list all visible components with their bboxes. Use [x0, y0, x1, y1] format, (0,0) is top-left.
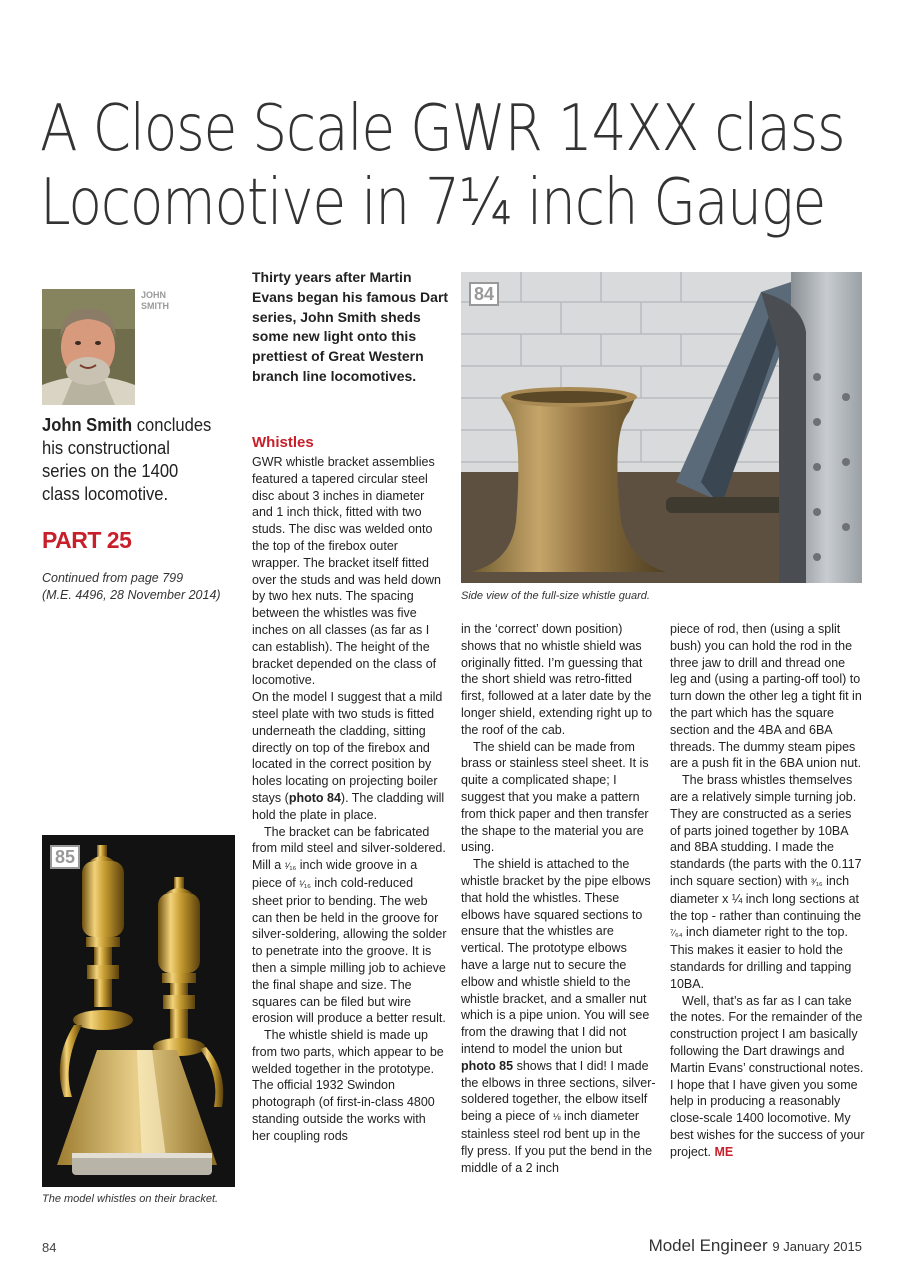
intro-author-name: John Smith [42, 415, 133, 435]
author-photo [42, 289, 135, 405]
paragraph: On the model I suggest that a mild steel plate with two studs is fitted underneath the cladding, sitting directly on top of the firebox and located in the correct position by holes locating on projecting boiler stays (photo 84). The cladding will hold the plate in place. [252, 690, 445, 822]
paragraph: The shield is attached to the whistle bracket by the pipe elbows that hold the whistles. These elbows have squared sections to ensure that the whistles are vertical. The prototype elbows have a large nut to secure the elbow and whistle shield to the whistle bracket, and a smaller nut which is a pipe union. You will see from the drawing that I did not intend to model the union but photo 85 shows that I did! I made the elbows in three sections, silver-soldered together, the elbow itself being a piece of ⅛ inch diameter stainless steel rod bent up in the fly press. If you put the bend in the middle of a 2 inch [461, 857, 656, 1175]
paragraph: The brass whistles themselves are a relatively simple turning job. They are constructed as a series of parts joined together by 10BA and 8BA studding. I made the standards (the parts with the 0.117 inch square section) with ³⁄₁₆ inch diameter x ¼ inch long sections at the top - rather than continuing the ⁷⁄₆₄ inch diameter right to the top. This makes it easier to hold the standards for drilling and tapping 10BA. [670, 773, 862, 991]
photo-84-caption: Side view of the full-size whistle guard. [461, 590, 650, 602]
author-tag: JOHN SMITH [141, 290, 169, 311]
paragraph: in the ‘correct’ down position) shows that no whistle shield was originally fitted. I’m guessing that the short shield was retro-fitted first, followed at a later date by the longer shield, extending right up to the roof of the cab. [461, 622, 653, 737]
continued-note: Continued from page 799 (M.E. 4496, 28 November 2014) [42, 571, 221, 602]
end-mark: ME [714, 1144, 734, 1159]
body-column-3 [670, 621, 865, 1161]
paragraph: The shield can be made from brass or stainless steel sheet. It is quite a complicated shape; I suggest that you make a pattern from thick paper and then transfer the shape to the material you are using. [461, 739, 649, 855]
page-number: 84 [42, 1240, 57, 1255]
part-number: PART 25 [42, 527, 132, 553]
subhead-whistles: Whistles [252, 434, 314, 451]
photo-number-84: 84 [469, 282, 499, 306]
body-column-2 [461, 621, 656, 1176]
issue-date: 9 January 2015 [772, 1239, 862, 1254]
paragraph: Well, that’s as far as I can take the notes. For the remainder of the construction project I am basically following the Dart drawings and Martin Evans’ constructional notes. [670, 993, 864, 1075]
paragraph: piece of rod, then (using a split bush) you can hold the rod in the three jaw to drill and thread one leg and (using a parting-off tool) to turn down the other leg a tight fit in the part which has the square section and the 4BA and 6BA threads. The dummy steam pipes are a push fit in the 6BA union nut. [670, 622, 862, 771]
article-title [40, 92, 845, 241]
photo-ref: photo 85 [461, 1058, 514, 1073]
paragraph: The bracket can be fabricated from mild steel and silver-soldered. Mill a ¹⁄₁₆ inch wide groove in a piece of ¹⁄₁₆ inch cold-reduced sheet prior to bending. The web can then be held in the groove for silver-soldering, allowing the solder to penetrate into the groove. It is then a simple milling job to achieve the final shape and size. The squares can be filed but wire erosion will produce a better result. [252, 824, 447, 1026]
paragraph: The whistle shield is made up from two parts, which appear to be welded together in the prototype. The official 1932 Swindon photograph (of first-in-class 4800 standing outside the works with her coupling rods [252, 1028, 444, 1143]
photo-85 [42, 835, 235, 1187]
standfirst: Thirty years after Martin Evans began his famous Dart series, John Smith sheds some new light onto this prettiest of Great Western branch line locomotives. [252, 269, 449, 384]
photo-84 [461, 272, 862, 583]
intro-text: John Smith concludes his constructional series on the 1400 class locomotive. [42, 415, 212, 504]
photo-85-caption: The model whistles on their bracket. [42, 1193, 219, 1205]
body-column-1 [252, 454, 447, 1145]
title-line-1: A Close Scale GWR 14XX class [40, 92, 845, 166]
magazine-name: Model Engineer [648, 1236, 768, 1255]
photo-number-85: 85 [50, 845, 80, 869]
title-line-2: Locomotive in 7¼ inch Gauge [40, 166, 826, 241]
paragraph: GWR whistle bracket assemblies featured a tapered circular steel disc about 3 inches in diameter and 1 inch thick, fitted with two studs. The disc was welded onto the top of the firebox outer wrapper. The bracket itself fitted over the studs and was held down by two hex nuts. The spacing between the whistles was five inches on all classes (as far as I can establish). The height of the bracket depended on the class of locomotive. [252, 455, 442, 688]
paragraph: I hope that I have given you some help in producing a reasonably close-scale 1400 locomotive. My best wishes for the success of your project. ME [670, 1077, 865, 1159]
magazine-footer [649, 1236, 862, 1256]
photo-ref: photo 84 [288, 790, 341, 805]
